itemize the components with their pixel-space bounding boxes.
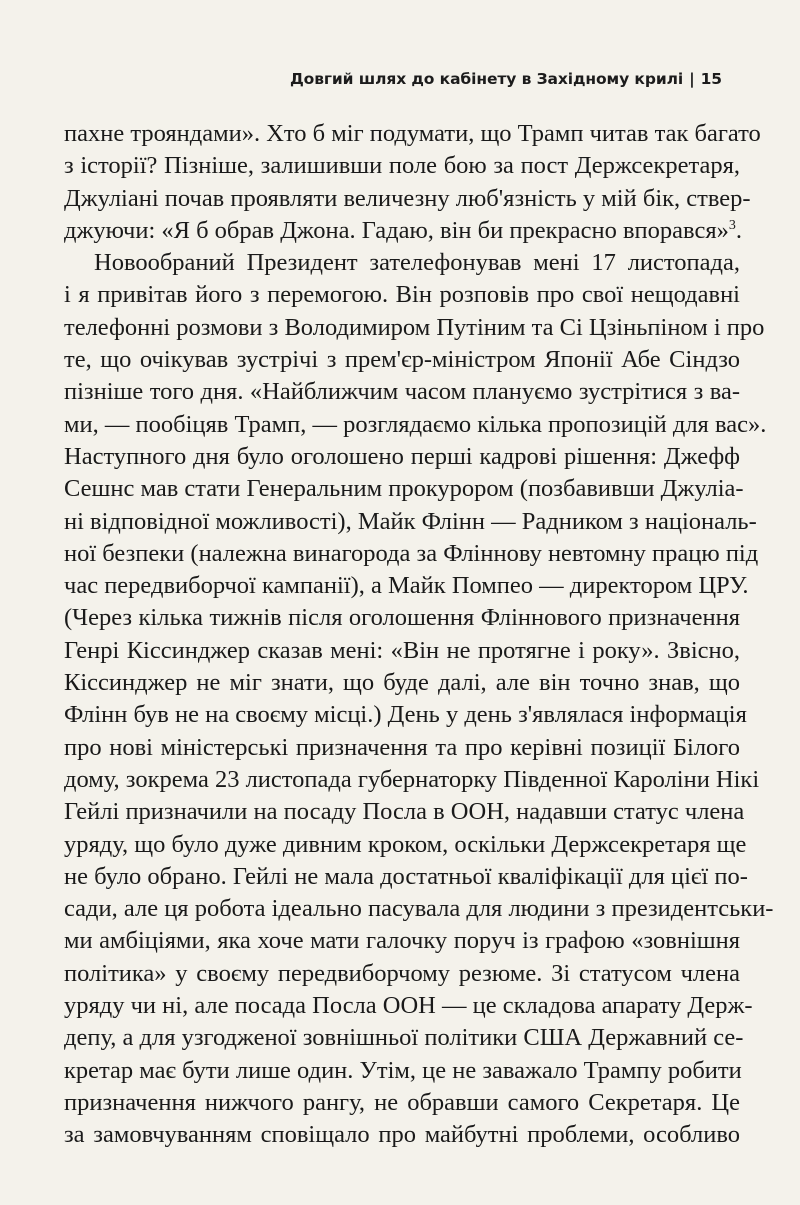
text-line-content: ні відповідної можливості), Майк Флінн — Радником з національ-	[64, 507, 757, 535]
text-line-content: джуючи: «Я б обрав Джона. Гадаю, він би прекрасно впорався»	[64, 216, 729, 244]
text-line-content: ми, — пообіцяв Трамп, — розглядаємо кілька пропозицій для вас».	[64, 410, 767, 438]
text-line	[64, 893, 774, 925]
text-line-content: сади, але ця робота ідеально пасувала для людини з президентськи-	[64, 895, 774, 923]
text-line	[64, 602, 740, 634]
text-line-content: пізніше того дня. «Найближчим часом плануємо зустрітися з ва-	[64, 378, 740, 406]
text-line-content: і я привітав його з перемогою. Він розповів про свої нещодавні	[64, 281, 740, 309]
text-line	[64, 570, 749, 602]
text-line-content: телефонні розмови з Володимиром Путіним та Сі Цзіньпіном і про	[64, 313, 765, 341]
text-line	[64, 699, 747, 731]
text-line	[64, 667, 740, 699]
text-line	[64, 473, 744, 505]
text-line	[64, 279, 740, 311]
chapter-title: Довгий шлях до кабінету в Західному крилі	[289, 70, 684, 88]
text-line-content: кретар має бути лише один. Утім, це не заважало Трампу робити	[64, 1056, 742, 1084]
text-line	[64, 958, 740, 990]
paragraph	[64, 118, 761, 247]
text-line-content: політика» у своєму передвиборчому резюме. Зі статусом члена	[64, 959, 740, 987]
text-line-content: про нові міністерські призначення та про керівні позиції Білого	[64, 733, 740, 761]
text-line	[64, 732, 740, 764]
text-line	[64, 344, 740, 376]
body-text	[64, 118, 774, 1152]
text-line-content: уряду чи ні, але посада Посла ООН — це складова апарату Держ-	[64, 992, 753, 1020]
text-line	[64, 925, 740, 957]
text-line-content: те, що очікував зустрічі з прем'єр-міністром Японії Абе Сіндзо	[64, 346, 740, 374]
text-line	[64, 861, 748, 893]
text-line-content: Генрі Кіссинджер сказав мені: «Він не протягне і року». Звісно,	[64, 636, 740, 664]
text-line	[64, 796, 745, 828]
text-line-content: (Через кілька тижнів після оголошення Фліннового призначення	[64, 604, 740, 632]
text-line: джуючи: «Я б обрав Джона. Гадаю, він би прекрасно впорався»$^3$.	[64, 216, 742, 244]
text-line-content: з історії? Пізніше, залишивши поле бою за пост Держсекретаря,	[64, 152, 740, 180]
text-line	[64, 118, 761, 150]
page-number: 15	[700, 70, 722, 88]
text-line	[64, 990, 753, 1022]
text-line	[64, 183, 751, 215]
text-line-content: Наступного дня було оголошено перші кадрові рішення: Джефф	[64, 442, 740, 470]
text-line	[64, 538, 759, 570]
text-line	[64, 312, 765, 344]
text-line-content: Гейлі призначили на посаду Посла в ООН, надавши статус члена	[64, 798, 745, 826]
text-line	[64, 1055, 740, 1087]
text-line	[64, 635, 740, 667]
text-line	[64, 1087, 740, 1119]
text-line	[64, 409, 767, 441]
text-line	[64, 376, 740, 408]
footnote-marker[interactable]: 3	[728, 217, 736, 233]
text-line	[64, 1022, 744, 1054]
text-line	[64, 829, 747, 861]
text-line-content: Джуліані почав проявляти величезну люб'язність у мій бік, ствер-	[64, 184, 751, 212]
text-line	[64, 441, 740, 473]
text-line	[64, 247, 740, 279]
text-line-content: дому, зокрема 23 листопада губернаторку Південної Кароліни Нікі	[64, 765, 760, 793]
text-line	[64, 1119, 740, 1151]
text-line-content: Кіссинджер не міг знати, що буде далі, але він точно знав, що	[64, 669, 740, 697]
text-line	[64, 506, 757, 538]
text-line-content: Новообраний Президент зателефонував мені 17 листопада,	[94, 249, 740, 277]
running-header	[290, 70, 722, 88]
text-line	[64, 764, 760, 796]
text-line-content: ми амбіціями, яка хоче мати галочку поруч із графою «зовнішня	[64, 927, 740, 955]
text-line-content: Сешнс мав стати Генеральним прокурором (позбавивши Джуліа-	[64, 475, 744, 503]
text-line-content: за замовчуванням сповіщало про майбутні проблеми, особливо	[64, 1121, 740, 1149]
paragraph	[64, 247, 774, 1151]
text-line-content: не було обрано. Гейлі не мала достатньої кваліфікації для цієї по-	[64, 862, 748, 890]
header-separator: |	[689, 70, 695, 88]
text-line-content: призначення нижчого рангу, не обравши самого Секретаря. Це	[64, 1088, 740, 1116]
text-line-content: депу, а для узгодженої зовнішньої політики США Державний се-	[64, 1024, 744, 1052]
text-line	[64, 150, 740, 182]
text-line-content: Флінн був не на своєму місці.) День у день з'являлася інформація	[64, 701, 747, 729]
text-line-content: ної безпеки (належна винагорода за Фліннову невтомну працю під	[64, 539, 759, 567]
text-line-content: пахне трояндами». Хто б міг подумати, що Трамп читав так багато	[64, 120, 761, 147]
text-line-content: уряду, що було дуже дивним кроком, оскільки Держсекретаря ще	[64, 830, 747, 858]
text-line-content: час передвиборчої кампанії), а Майк Помпео — директором ЦРУ.	[64, 572, 749, 600]
